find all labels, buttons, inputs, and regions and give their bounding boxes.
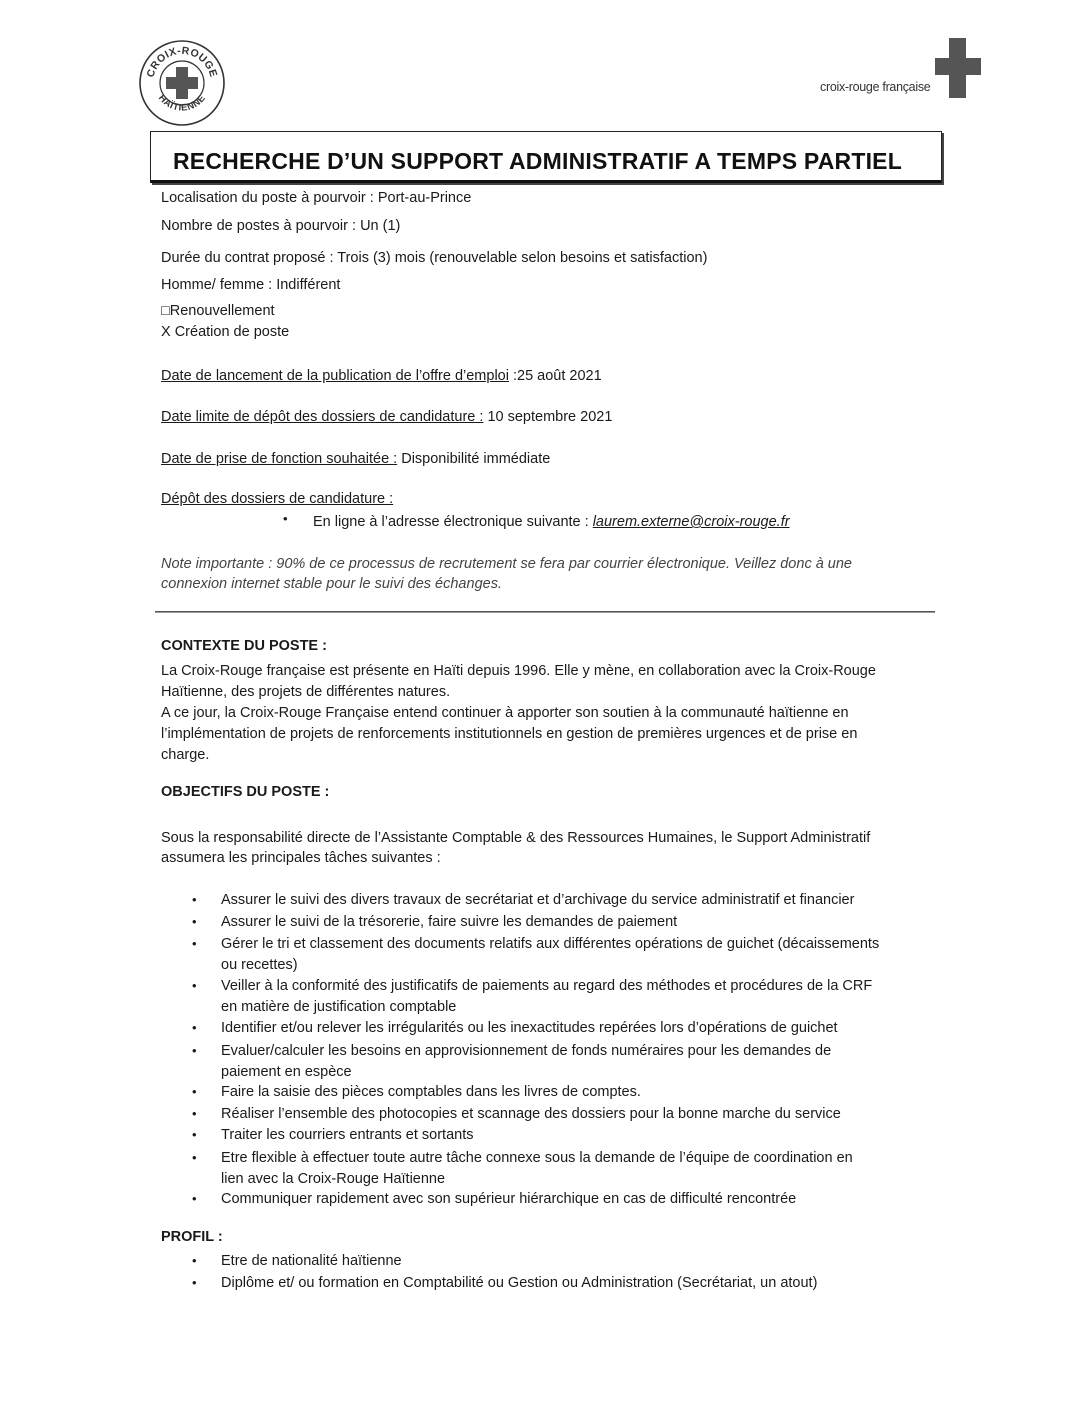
date-prise-value: Disponibilité immédiate — [397, 451, 551, 467]
info-homme-femme: Homme/ femme : Indifférent — [161, 277, 341, 293]
objectif-bullet: • — [192, 914, 197, 929]
croix-rouge-haitienne-logo — [137, 38, 227, 128]
page-title: RECHERCHE D’UN SUPPORT ADMINISTRATIF A TEMPS PARTIEL — [173, 148, 902, 174]
contexte-heading: CONTEXTE DU POSTE : — [161, 638, 327, 654]
objectifs-heading: OBJECTIFS DU POSTE : — [161, 784, 330, 800]
note-line-2: connexion internet stable pour le suivi des échanges. — [161, 576, 502, 592]
note-line-1: Note importante : 90% de ce processus de recrutement se fera par courrier électronique. Veillez donc à une — [161, 556, 853, 572]
info-localisation: Localisation du poste à pourvoir : Port-au-Prince — [161, 190, 472, 206]
info-creation-poste: X Création de poste — [161, 324, 290, 340]
info-nombre-postes: Nombre de postes à pourvoir : Un (1) — [161, 218, 401, 234]
profil-item-text: Etre de nationalité haïtienne — [221, 1253, 402, 1269]
contexte-line-4: l’implémentation de projets de renforcements institutionnels en gestion de premières urgences et de prise en — [161, 726, 858, 742]
section-divider — [155, 611, 935, 613]
objectif-bullet: • — [192, 936, 197, 951]
contexte-line-1: La Croix-Rouge française est présente en Haïti depuis 1996. Elle y mène, en collaboration avec la Croix-Rouge — [161, 663, 876, 679]
objectif-bullet: • — [192, 1020, 197, 1035]
objectif-item-text: Faire la saisie des pièces comptables dans les livres de comptes. — [221, 1084, 641, 1100]
info-duree-contrat: Durée du contrat proposé : Trois (3) mois (renouvelable selon besoins et satisfaction) — [161, 250, 708, 266]
date-prise-fonction — [161, 449, 550, 469]
info-renouvellement: □Renouvellement — [161, 303, 275, 319]
objectif-bullet: • — [192, 1084, 197, 1099]
objectif-item-text: Assurer le suivi des divers travaux de secrétariat et d’archivage du service administratif et financier — [221, 892, 855, 908]
objectif-item-text: Communiquer rapidement avec son supérieur hiérarchique en cas de difficulté rencontrée — [221, 1191, 797, 1207]
objectif-item-text: Gérer le tri et classement des documents relatifs aux différentes opérations de guichet (décaissements — [221, 936, 880, 952]
date-limite-value: 10 septembre 2021 — [483, 409, 613, 425]
depot-heading: Dépôt des dossiers de candidature : — [161, 491, 394, 507]
objectif-item-text: Veiller à la conformité des justificatifs de paiements au regard des méthodes et procédures de la CRF — [221, 978, 873, 994]
date-limite — [161, 407, 612, 427]
contexte-line-3: A ce jour, la Croix-Rouge Française entend continuer à apporter son soutien à la communauté haïtienne en — [161, 705, 849, 721]
logo-ring-top-text: CROIX-ROUGE — [144, 44, 220, 79]
objectif-item-text: Identifier et/ou relever les irrégularités ou les inexactitudes repérées lors d’opérations de guichet — [221, 1020, 838, 1036]
objectif-item-text: ou recettes) — [221, 957, 298, 973]
date-lancement-value: :25 août 2021 — [508, 368, 602, 384]
objectif-item-text: Réaliser l’ensemble des photocopies et scannage des dossiers pour la bonne marche du service — [221, 1106, 841, 1122]
objectif-item-text: Traiter les courriers entrants et sortants — [221, 1127, 474, 1143]
objectif-bullet: • — [192, 1191, 197, 1206]
depot-line — [313, 512, 790, 532]
objectifs-intro-line-2: assumera les principales tâches suivantes : — [161, 850, 441, 866]
date-limite-label: Date limite de dépôt des dossiers de candidature : — [161, 409, 484, 425]
depot-bullet: • — [283, 511, 288, 526]
contexte-line-2: Haïtienne, des projets de différentes natures. — [161, 684, 451, 700]
croix-rouge-francaise-wordmark: croix-rouge française — [820, 80, 931, 94]
objectif-item-text: Assurer le suivi de la trésorerie, faire suivre les demandes de paiement — [221, 914, 678, 930]
profil-item-text: Diplôme et/ ou formation en Comptabilité ou Gestion ou Administration (Secrétariat, un atout) — [221, 1275, 818, 1291]
objectif-item-text: Evaluer/calculer les besoins en approvisionnement de fonds numéraires pour les demandes de — [221, 1043, 832, 1059]
objectif-bullet: • — [192, 892, 197, 907]
date-prise-label: Date de prise de fonction souhaitée : — [161, 451, 398, 467]
date-lancement-label: Date de lancement de la publication de l’offre d’emploi — [161, 368, 509, 384]
objectif-bullet: • — [192, 1043, 197, 1058]
objectif-item-text: paiement en espèce — [221, 1064, 352, 1080]
red-cross-seal-icon — [137, 38, 227, 128]
profil-bullet: • — [192, 1275, 197, 1290]
date-lancement — [161, 366, 602, 386]
depot-line-text: En ligne à l’adresse électronique suivante : — [313, 514, 593, 530]
objectif-item-text: lien avec la Croix-Rouge Haïtienne — [221, 1171, 446, 1187]
objectif-bullet: • — [192, 1127, 197, 1142]
red-cross-icon — [935, 38, 983, 100]
application-email-link[interactable]: laurem.externe@croix-rouge.fr — [592, 514, 790, 530]
profil-bullet: • — [192, 1253, 197, 1268]
objectif-item-text: en matière de justification comptable — [221, 999, 457, 1015]
contexte-line-5: charge. — [161, 747, 210, 763]
objectif-bullet: • — [192, 1150, 197, 1165]
logo-ring-bottom-text: HAÏTIENNE — [155, 92, 209, 114]
profil-heading: PROFIL : — [161, 1229, 223, 1245]
objectif-bullet: • — [192, 1106, 197, 1121]
objectif-item-text: Etre flexible à effectuer toute autre tâche connexe sous la demande de l’équipe de coordination en — [221, 1150, 853, 1166]
objectif-bullet: • — [192, 978, 197, 993]
objectifs-intro-line-1: Sous la responsabilité directe de l’Assistante Comptable & des Ressources Humaines, le Support Administratif — [161, 830, 871, 846]
